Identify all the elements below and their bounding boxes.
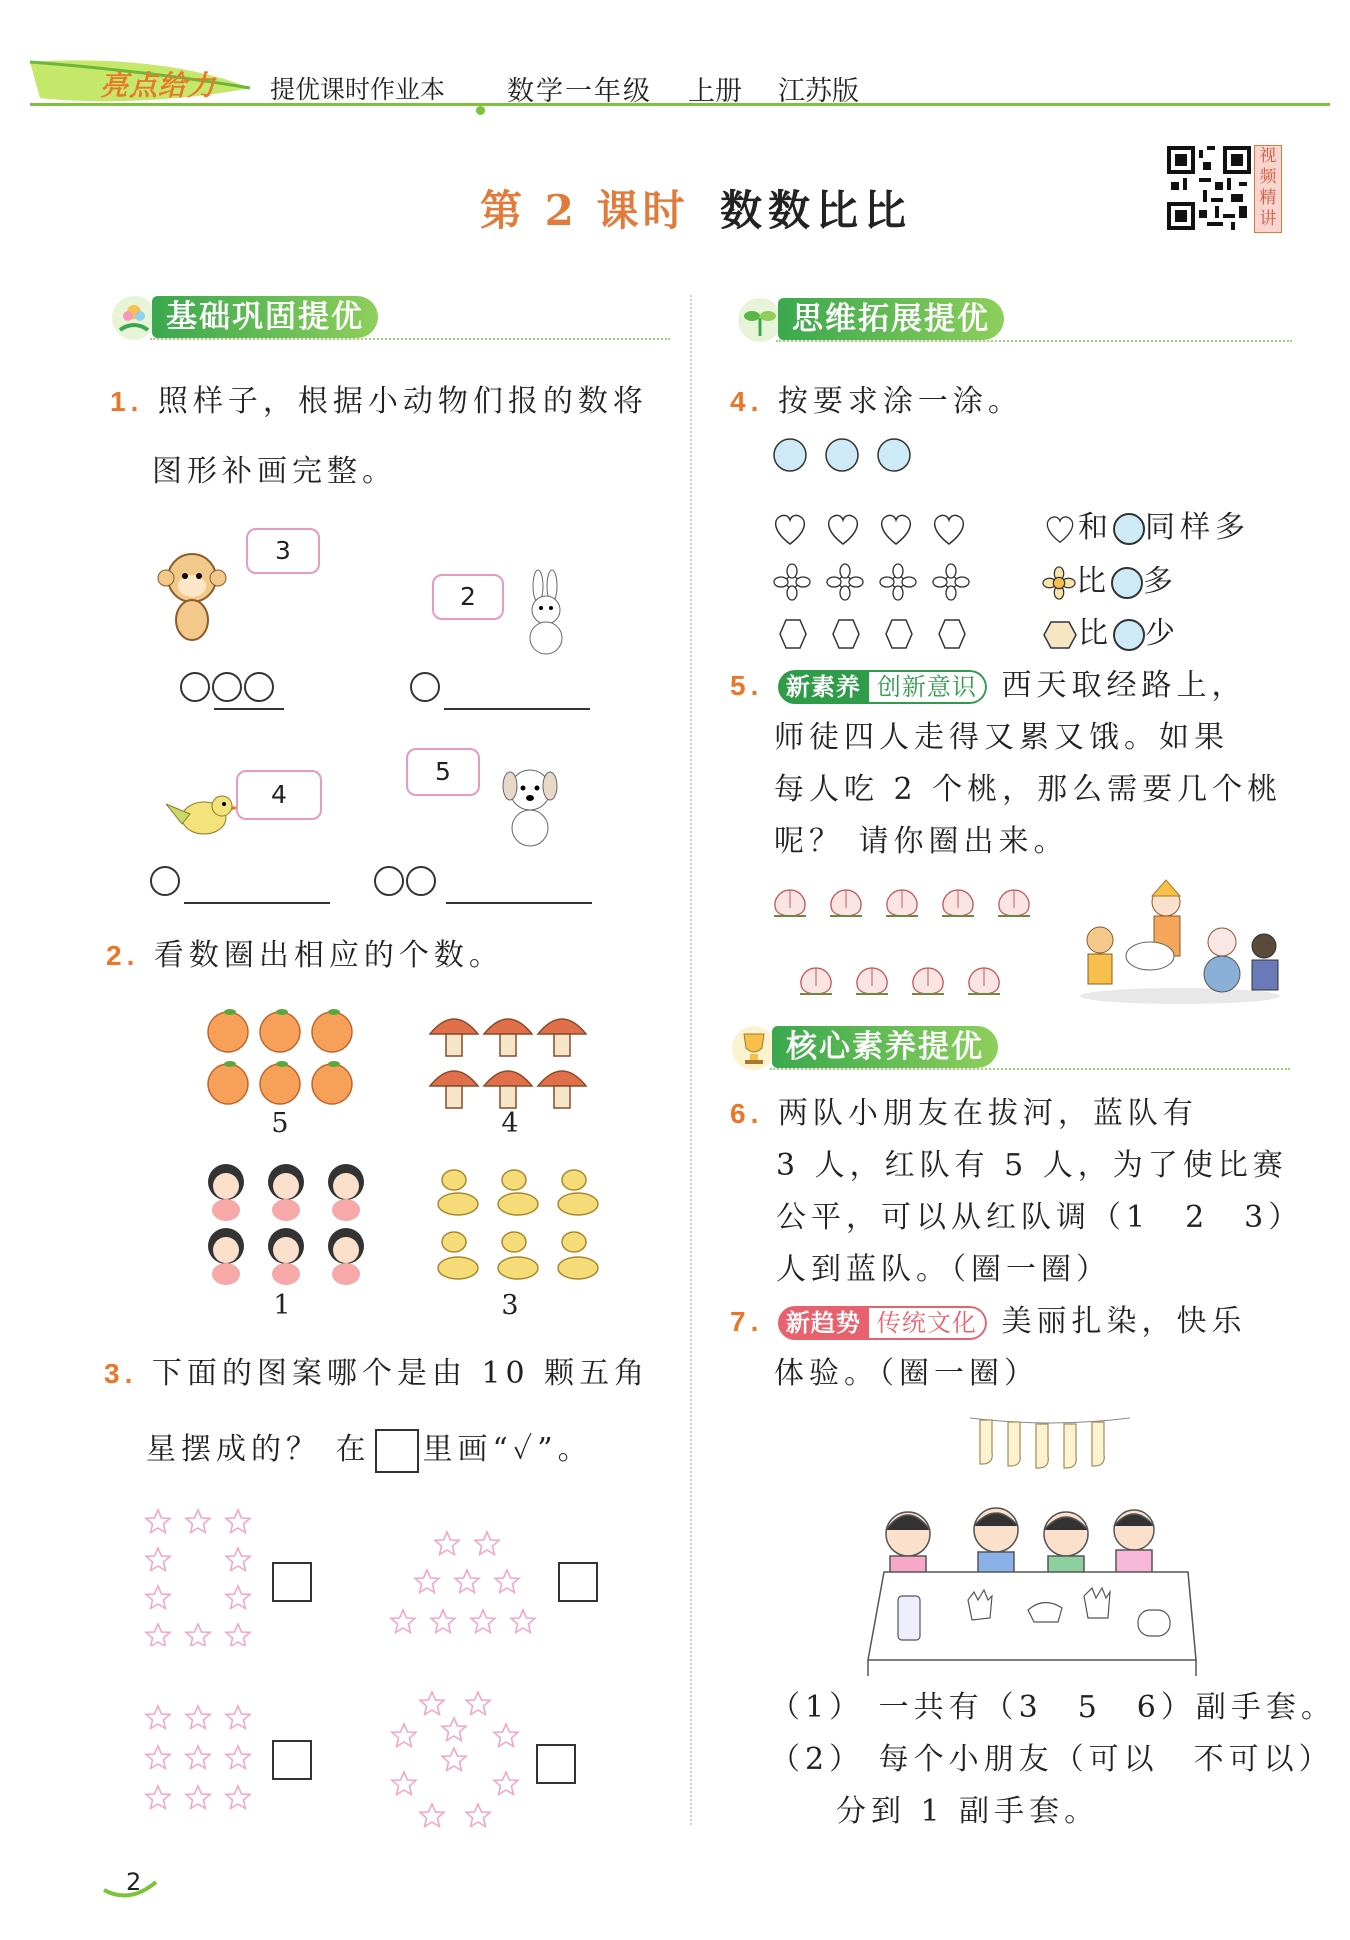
- q1-answer-line: [214, 708, 284, 710]
- dog-image: [490, 760, 570, 850]
- q1-dog-circles: [374, 866, 436, 896]
- q3-line1: [104, 1348, 649, 1400]
- q6-text-1: 两队小朋友在拔河，蓝队有: [777, 1096, 1198, 1131]
- q3-text-a: 星摆成的？ 在: [146, 1432, 371, 1467]
- mushrooms-group[interactable]: [424, 1008, 594, 1112]
- brand-logo: 亮点给力: [100, 69, 217, 102]
- section-basic-title: 基础巩固提优: [152, 296, 378, 338]
- peaches-row-1[interactable]: [770, 882, 1040, 926]
- q3-checkbox-d[interactable]: [536, 1744, 576, 1784]
- q7-tag-a: 新趋势: [778, 1306, 869, 1340]
- flower-icon: [1042, 566, 1076, 600]
- dog-speech-bubble: 5: [406, 748, 480, 796]
- volume-label: 上册: [688, 76, 742, 107]
- q5-line3: 每人吃 2 个桃，那么需要几个桃: [774, 772, 1283, 807]
- q6-line4: 人到蓝队。（圈一圈）: [776, 1252, 1111, 1287]
- q2-number: 2.: [106, 940, 140, 971]
- q7-tag: [778, 1306, 987, 1340]
- deer-group[interactable]: [424, 1160, 604, 1290]
- q3-checkbox-c[interactable]: [272, 1740, 312, 1780]
- q1-rabbit-circles: [410, 672, 440, 702]
- q1-example-circles: [180, 672, 274, 702]
- qr-code-icon[interactable]: [1167, 146, 1251, 230]
- q1-answer-line[interactable]: [444, 708, 590, 710]
- q4-row3-text-b: 少: [1145, 616, 1180, 651]
- q3-text-b: 里画“✓”。: [422, 1432, 593, 1467]
- q4-row2-text-b: 多: [1143, 564, 1178, 599]
- q2-text: 看数圈出相应的个数。: [153, 938, 504, 973]
- section-underline: [770, 1068, 1290, 1070]
- q1-answer-line[interactable]: [184, 902, 330, 904]
- q4-row1-text-b: 同样多: [1145, 510, 1250, 545]
- q7-sub3: 分到 1 副手套。: [836, 1794, 1100, 1829]
- sprout-icon: [736, 296, 784, 344]
- oranges-group[interactable]: [200, 1006, 360, 1106]
- peaches-row-2[interactable]: [796, 960, 1016, 1004]
- girls-group[interactable]: [196, 1160, 376, 1288]
- rabbit-image: [516, 568, 576, 658]
- q5-tag-a: 新素养: [778, 670, 869, 704]
- q1-answer-line[interactable]: [446, 902, 592, 904]
- section-underline: [150, 338, 670, 340]
- q1-text: 照样子，根据小动物们报的数将: [157, 384, 648, 419]
- peach-defs: [0, 0, 1, 1]
- q6-number: 6.: [730, 1098, 764, 1129]
- grade-label: 数学一年级: [507, 76, 652, 107]
- page-number: 2: [126, 1868, 142, 1896]
- q2-label-oranges: 5: [271, 1108, 289, 1139]
- lesson-title: 数数比比: [720, 186, 913, 235]
- q1-number: 1.: [110, 386, 144, 417]
- header-dot: [476, 106, 485, 115]
- q2-line: [106, 930, 504, 982]
- q2-label-deer: 3: [501, 1290, 519, 1321]
- lesson-number: 第 2 课时: [480, 186, 689, 235]
- hanging-socks-image: [970, 1408, 1130, 1478]
- edition-label: 江苏版: [778, 76, 859, 107]
- star-pattern-c: [140, 1700, 260, 1820]
- q3-number: 3.: [104, 1358, 138, 1389]
- monkey-speech-bubble: 3: [246, 528, 320, 574]
- section-underline: [776, 340, 1292, 342]
- q6-line3[interactable]: 公平，可以从红队调（1 2 3）: [776, 1200, 1304, 1235]
- q4-row1-circle[interactable]: [1113, 513, 1145, 545]
- bird-speech-bubble: 4: [236, 770, 322, 820]
- q3-inline-box: [375, 1429, 419, 1473]
- qr-video-label: 视频精讲: [1254, 145, 1282, 233]
- q7-line2: 体验。（圈一圈）: [774, 1356, 1039, 1391]
- trophy-icon: [730, 1024, 778, 1072]
- heart-icon: [1042, 514, 1078, 544]
- q7-line1: [730, 1296, 1246, 1348]
- q6-line2: 3 人，红队有 5 人，为了使比赛: [776, 1148, 1288, 1183]
- q5-line4: 呢？ 请你圈出来。: [774, 824, 1069, 859]
- q4-row2-text: 比: [1076, 564, 1111, 599]
- q4-blue-circles: [772, 434, 922, 476]
- q5-tag: [778, 670, 987, 704]
- q4-hearts-row[interactable]: [770, 510, 980, 550]
- header-rule: [30, 103, 1330, 106]
- star-pattern-a: [140, 1506, 260, 1646]
- q1-bird-circles: [150, 866, 180, 896]
- q1-line2: 图形补画完整。: [152, 454, 397, 489]
- q5-number: 5.: [730, 670, 764, 701]
- q3-checkbox-a[interactable]: [272, 1562, 312, 1602]
- q4-row1: [1042, 502, 1250, 554]
- column-divider: [690, 295, 692, 1825]
- q4-row3-text: 比: [1078, 616, 1113, 651]
- q5-tag-b: 创新意识: [869, 670, 987, 704]
- children-gloves-image[interactable]: [848, 1500, 1208, 1680]
- q7-sub2[interactable]: （2） 每个小朋友（可以 不可以）: [770, 1742, 1334, 1777]
- q5-text-1: 西天取经路上，: [1001, 668, 1247, 703]
- rabbit-speech-bubble: 2: [432, 574, 504, 620]
- flower-icon: [110, 294, 158, 342]
- section-core-title: 核心素养提优: [772, 1026, 998, 1068]
- section-thinking-title: 思维拓展提优: [778, 298, 1004, 340]
- series-name: 提优课时作业本: [270, 75, 446, 104]
- q4-row3-circle[interactable]: [1113, 619, 1145, 651]
- q5-line1: [730, 660, 1246, 712]
- pilgrims-image: [1070, 876, 1290, 1006]
- q4-hexagons-row[interactable]: [770, 614, 980, 654]
- q5-line2: 师徒四人走得又累又饿。如果: [774, 720, 1229, 755]
- star-pattern-d: [380, 1690, 520, 1830]
- q4-row3: [1042, 608, 1180, 660]
- q4-text: 按要求涂一涂。: [777, 384, 1023, 419]
- q4-number: 4.: [730, 386, 764, 417]
- monkey-image: [152, 548, 232, 648]
- section-core: [730, 1026, 1290, 1070]
- q7-tag-b: 传统文化: [869, 1306, 987, 1340]
- hexagon-icon: [1042, 620, 1078, 650]
- q4-row2: [1042, 556, 1178, 608]
- q6-line1: [730, 1088, 1198, 1140]
- section-thinking: [736, 298, 1292, 342]
- q3-text: 下面的图案哪个是由 10 颗五角: [151, 1356, 650, 1391]
- q7-text-1: 美丽扎染，快乐: [1001, 1304, 1247, 1339]
- star-pattern-b: [384, 1530, 550, 1640]
- q7-number: 7.: [730, 1306, 764, 1337]
- q3-checkbox-b[interactable]: [558, 1562, 598, 1602]
- q7-sub1[interactable]: （1） 一共有（3 5 6）副手套。: [770, 1690, 1336, 1725]
- q2-label-mushrooms: 4: [501, 1108, 519, 1139]
- q2-label-girls: 1: [273, 1290, 291, 1321]
- q1-line1: [110, 376, 648, 428]
- q4-line: [730, 376, 1023, 428]
- q4-row2-circle[interactable]: [1111, 567, 1143, 599]
- q4-row1-text: 和: [1078, 510, 1113, 545]
- section-basic: [110, 296, 670, 340]
- q4-flowers-row[interactable]: [772, 562, 982, 602]
- q3-line2: [146, 1424, 593, 1476]
